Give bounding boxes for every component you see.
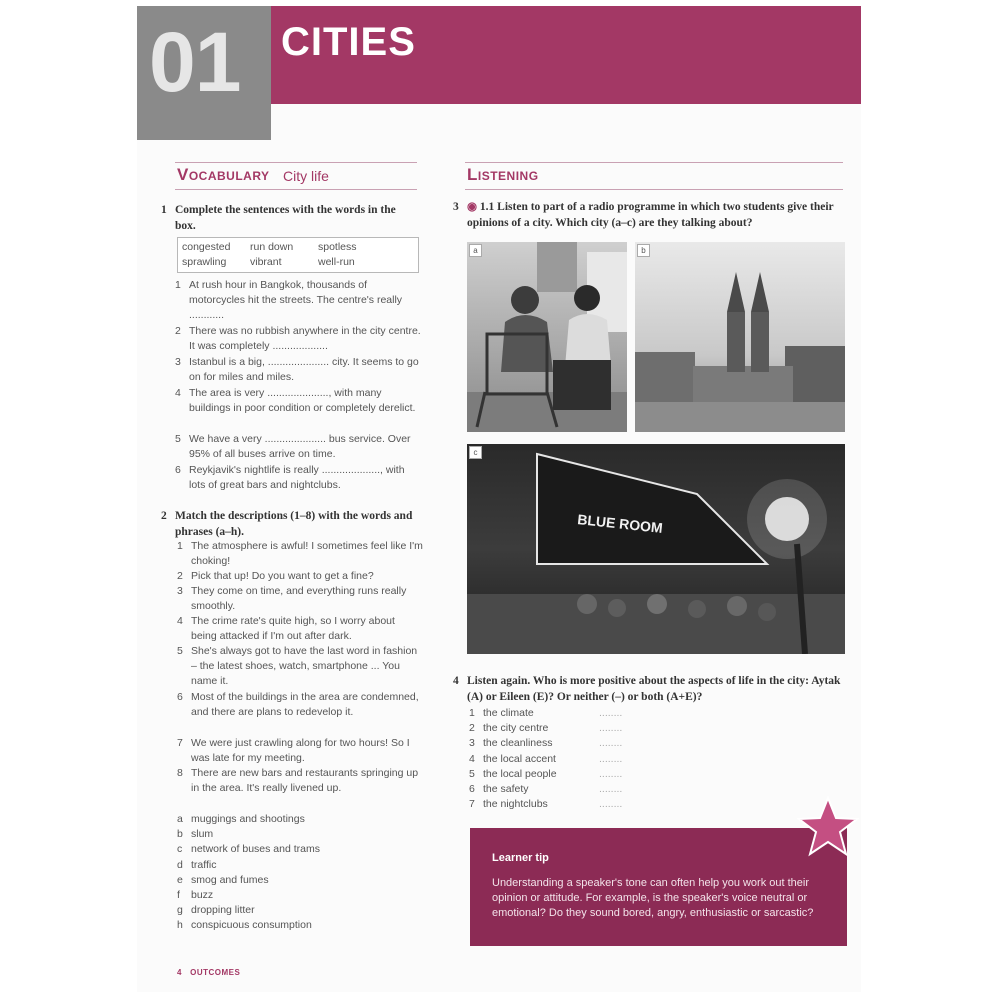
cafe-couple-illustration [467, 242, 627, 432]
q4-item: 6 the safety ........ [469, 783, 623, 796]
q2-option: f buzz [177, 889, 214, 902]
learner-tip-box [470, 828, 847, 946]
word-box [177, 237, 419, 273]
q1-item: 3 Istanbul is a big, ..................... city. It seems to go on for miles and miles. [175, 356, 419, 384]
q2-options [177, 812, 423, 934]
q2-item: 3 They come on time, and everything runs really smoothly. [177, 585, 407, 613]
question-3: 3 ◉ 1.1 Listen to part of a radio programme in which two students give their opinions of a city. Which city (a–c) are they talking about? [453, 201, 834, 229]
photo-label: a [469, 244, 482, 257]
q2-option: e smog and fumes [177, 873, 269, 886]
q2-option: h conspicuous consumption [177, 919, 312, 932]
q2-option: d traffic [177, 858, 217, 871]
q2-descriptions [177, 539, 423, 796]
q2-item: 4 The crime rate's quite high, so I worry about being attacked if I'm out after dark. [177, 615, 395, 643]
q4-item: 3 the cleanliness ........ [469, 737, 623, 750]
vocabulary-title: Vocabulary [177, 165, 270, 184]
photo-label: c [469, 446, 482, 459]
question-3-instruction: Listen to part of a radio programme in which two students give their opinions of a city. Which city (a–c) are they talking about? [467, 201, 834, 229]
box-word: well-run [318, 256, 355, 268]
question-4: 4 Listen again. Who is more positive about the aspects of life in the city: Aytak (A) or Eileen (E)? Or neither (–) or both (A+E)? [453, 675, 841, 703]
q2-item: 1 The atmosphere is awful! I sometimes feel like I'm choking! [177, 540, 423, 568]
page-number: 4 [177, 968, 182, 977]
q4-item: 2 the city centre ........ [469, 722, 623, 735]
q2-option: c network of buses and trams [177, 843, 320, 856]
q1-list [175, 278, 421, 494]
q2-option: g dropping litter [177, 904, 255, 917]
q2-item: 7 We were just crawling along for two hours! So I was late for my meeting. [177, 737, 410, 765]
neon-sign: BLUE ROOM [576, 511, 664, 536]
q1-item: 1 At rush hour in Bangkok, thousands of motorcycles hit the streets. The centre's really ............ [175, 279, 403, 322]
q4-list [469, 706, 709, 812]
q2-option: b slum [177, 828, 214, 841]
learner-tip-title: Learner tip [492, 852, 549, 864]
q4-item: 7 the nightclubs ........ [469, 798, 623, 811]
unit-title: CITIES [281, 20, 416, 64]
audio-icon[interactable]: ◉ [467, 201, 478, 213]
question-4-instruction: Listen again. Who is more positive about the aspects of life in the city: Aytak (A) or Eileen (E)? Or neither (–) or both (A+E)? [467, 675, 841, 703]
night-street-illustration [467, 444, 845, 654]
q4-item: 5 the local people ........ [469, 767, 623, 780]
book-title: OUTCOMES [190, 968, 241, 977]
photo-b [635, 242, 845, 432]
track-number: 1.1 [479, 201, 495, 213]
page-footer [177, 968, 240, 977]
photo-c [467, 444, 845, 654]
star-icon [797, 796, 859, 858]
box-word: run down [250, 241, 294, 253]
box-word: vibrant [250, 256, 282, 268]
listening-heading [465, 162, 843, 190]
vocabulary-heading [175, 162, 417, 190]
q4-item: 1 the climate ........ [469, 707, 623, 719]
box-word: spotless [318, 241, 357, 253]
textbook-page [137, 6, 861, 992]
box-word: congested [182, 241, 231, 253]
q2-option: a muggings and shootings [177, 813, 305, 825]
q2-item: 6 Most of the buildings in the area are condemned, and there are plans to redevelop it. [177, 691, 419, 719]
q1-item: 2 There was no rubbish anywhere in the city centre. It was completely ................... [175, 325, 421, 353]
q2-item: 2 Pick that up! Do you want to get a fine? [177, 570, 374, 582]
question-2-instruction: Match the descriptions (1–8) with the words and phrases (a–h). [175, 510, 413, 538]
learner-tip-text: Understanding a speaker's tone can often help you work out their opinion or attitude. For example, is the speaker's voice neutral or emotional? Do they sound bored, angry, enthusiastic or sarcastic? [492, 877, 814, 919]
q1-item: 4 The area is very ....................., with many buildings in poor condition or completely derelict. [175, 387, 416, 415]
q2-item: 8 There are new bars and restaurants springing up in the area. It's really livened up. [177, 767, 419, 795]
question-2: 2 Match the descriptions (1–8) with the words and phrases (a–h). [161, 510, 413, 538]
question-1: 1 Complete the sentences with the words in the box. [161, 204, 396, 232]
cathedral-illustration [635, 242, 845, 432]
listening-title: Listening [467, 165, 539, 184]
unit-number: 01 [149, 15, 241, 109]
q2-item: 5 She's always got to have the last word in fashion – the latest shoes, watch, smartphone ... You name it. [177, 645, 418, 688]
unit-number-box [137, 6, 271, 140]
photo-a [467, 242, 627, 432]
box-word: sprawling [182, 256, 227, 268]
q4-item: 4 the local accent ........ [469, 752, 623, 765]
question-1-instruction: Complete the sentences with the words in the box. [175, 204, 396, 232]
q1-item: 6 Reykjavik's nightlife is really ...................., with lots of great bars and nightclubs. [175, 464, 405, 492]
q1-item: 5 We have a very ..................... bus service. Over 95% of all buses arrive on time. [175, 433, 411, 461]
photo-label: b [637, 244, 650, 257]
vocabulary-subtitle: City life [283, 168, 329, 184]
